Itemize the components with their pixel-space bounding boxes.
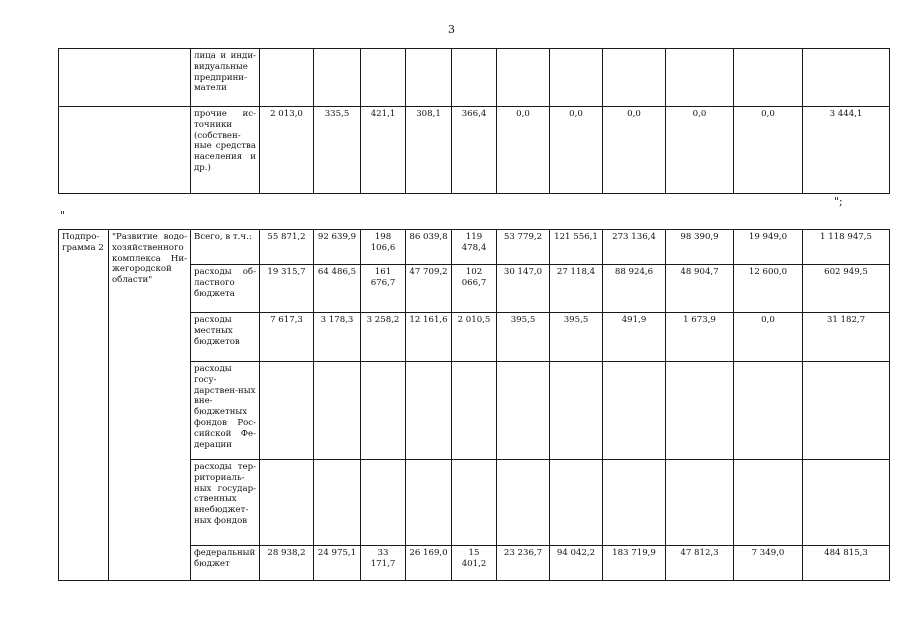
value-cell: 48 904,7 [666,265,734,313]
value-cell: 47 709,2 [406,265,452,313]
value-cell [452,460,497,546]
row-label: прочие ис-точники (собствен-ные средства населения и др.) [191,107,260,194]
value-cell [361,460,406,546]
value-cell [734,362,803,460]
empty-cell [59,49,191,107]
value-cell [803,362,890,460]
value-cell: 0,0 [603,107,666,194]
value-cell: 55 871,2 [260,230,314,265]
value-cell: 602 949,5 [803,265,890,313]
value-cell: 88 924,6 [603,265,666,313]
closing-quote-mark: "; [834,195,843,208]
row-label: федеральный бюджет [191,546,260,581]
table-row [59,230,890,265]
value-cell: 491,9 [603,313,666,362]
value-cell: 0,0 [734,107,803,194]
value-cell [803,460,890,546]
table-row [59,107,890,194]
value-cell [452,362,497,460]
value-cell [803,49,890,107]
value-cell: 28 938,2 [260,546,314,581]
subprogram-table [58,229,890,581]
value-cell: 366,4 [452,107,497,194]
value-cell: 94 042,2 [550,546,603,581]
value-cell [361,362,406,460]
value-cell: 308,1 [406,107,452,194]
value-cell: 0,0 [734,313,803,362]
value-cell: 273 136,4 [603,230,666,265]
value-cell: 198 106,6 [361,230,406,265]
value-cell [314,362,361,460]
value-cell: 395,5 [550,313,603,362]
subprogram-code: Подпро-грамма 2 [59,230,109,581]
value-cell [406,362,452,460]
top-table [58,48,890,194]
value-cell: 26 169,0 [406,546,452,581]
value-cell [497,362,550,460]
value-cell: 183 719,9 [603,546,666,581]
row-label: лица и инди-видуальные предприни-матели [191,49,260,107]
value-cell: 335,5 [314,107,361,194]
value-cell [406,460,452,546]
value-cell: 30 147,0 [497,265,550,313]
row-label: расходы тер-риториаль-ных государ-ственных внебюджет-ных фондов [191,460,260,546]
value-cell: 121 556,1 [550,230,603,265]
value-cell: 3 258,2 [361,313,406,362]
value-cell: 2 013,0 [260,107,314,194]
value-cell: 484 815,3 [803,546,890,581]
value-cell [666,460,734,546]
value-cell: 3 444,1 [803,107,890,194]
value-cell: 7 617,3 [260,313,314,362]
value-cell: 19 949,0 [734,230,803,265]
value-cell: 19 315,7 [260,265,314,313]
value-cell [603,460,666,546]
value-cell: 7 349,0 [734,546,803,581]
subprogram-name: "Развитие водо-хозяйственного комплекса Ни-жегородской области" [109,230,191,581]
row-label: расходы об-ластного бюджета [191,265,260,313]
value-cell [260,362,314,460]
value-cell [603,49,666,107]
value-cell: 1 118 947,5 [803,230,890,265]
value-cell: 0,0 [550,107,603,194]
value-cell [603,362,666,460]
value-cell: 12 600,0 [734,265,803,313]
value-cell: 27 118,4 [550,265,603,313]
value-cell: 119 478,4 [452,230,497,265]
value-cell [406,49,452,107]
value-cell [497,460,550,546]
value-cell: 24 975,1 [314,546,361,581]
row-label: Всего, в т.ч.: [191,230,260,265]
table-row [59,49,890,107]
value-cell [260,460,314,546]
row-label: расходы госу-дарствен-ных вне-бюджетных фондов Рос-сийской Фе-дерации [191,362,260,460]
value-cell: 395,5 [497,313,550,362]
value-cell: 161 676,7 [361,265,406,313]
value-cell [314,49,361,107]
value-cell: 2 010,5 [452,313,497,362]
value-cell [497,49,550,107]
value-cell [314,460,361,546]
value-cell [550,49,603,107]
opening-quote-mark: " [60,209,66,222]
value-cell: 421,1 [361,107,406,194]
value-cell: 102 066,7 [452,265,497,313]
value-cell [361,49,406,107]
value-cell: 0,0 [666,107,734,194]
value-cell: 3 178,3 [314,313,361,362]
value-cell: 64 486,5 [314,265,361,313]
value-cell: 23 236,7 [497,546,550,581]
value-cell: 47 812,3 [666,546,734,581]
value-cell [734,460,803,546]
value-cell [550,460,603,546]
value-cell [666,362,734,460]
value-cell: 15 401,2 [452,546,497,581]
value-cell: 1 673,9 [666,313,734,362]
page-number: 3 [448,23,455,36]
value-cell: 86 039,8 [406,230,452,265]
row-label: расходы местных бюджетов [191,313,260,362]
value-cell [260,49,314,107]
value-cell: 33 171,7 [361,546,406,581]
value-cell: 53 779,2 [497,230,550,265]
value-cell [550,362,603,460]
value-cell [452,49,497,107]
value-cell: 31 182,7 [803,313,890,362]
value-cell: 0,0 [497,107,550,194]
value-cell: 98 390,9 [666,230,734,265]
value-cell: 92 639,9 [314,230,361,265]
value-cell [734,49,803,107]
value-cell [666,49,734,107]
empty-cell [59,107,191,194]
value-cell: 12 161,6 [406,313,452,362]
